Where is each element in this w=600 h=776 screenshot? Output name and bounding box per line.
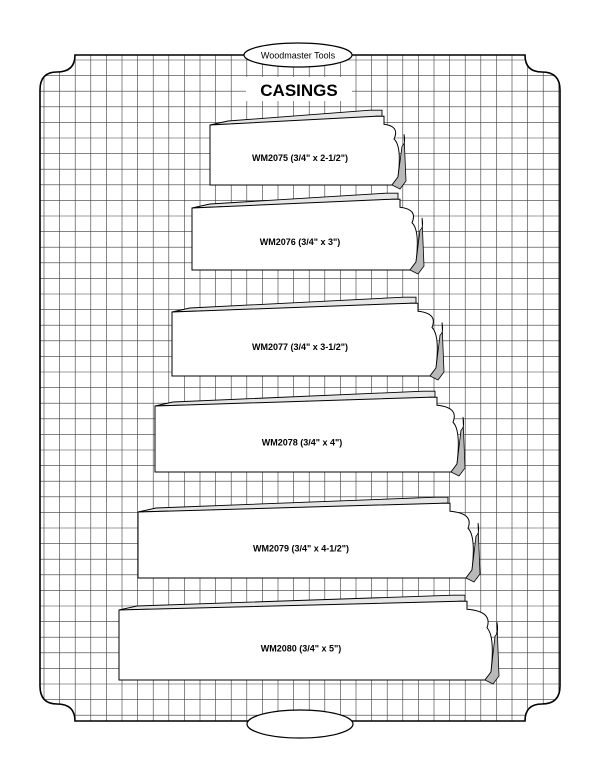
casing-label: WM2076 (3/4" x 3")	[259, 237, 341, 248]
casing-front-face	[155, 397, 458, 472]
casing-front-face	[138, 503, 473, 578]
casing-front-face	[172, 303, 437, 376]
casing-label: WM2080 (3/4" x 5")	[260, 643, 342, 654]
casing-front-face	[210, 116, 399, 185]
brand-name: Woodmaster Tools	[260, 50, 336, 61]
page-title: CASINGS	[260, 81, 338, 100]
casing-wm2079	[138, 497, 480, 582]
casing-wm2077	[172, 297, 444, 380]
casing-label: WM2075 (3/4" x 2-1/2")	[251, 153, 349, 163]
casing-front-face	[192, 199, 417, 270]
bottom-oval	[247, 710, 353, 738]
casing-wm2075	[210, 110, 406, 189]
casing-label: WM2079 (3/4" x 4-1/2")	[252, 543, 350, 554]
casing-label: WM2077 (3/4" x 3-1/2")	[251, 342, 349, 353]
casing-label: WM2078 (3/4" x 4")	[261, 437, 343, 448]
brand-badge	[244, 43, 352, 67]
title-block	[246, 77, 352, 101]
casing-wm2078	[155, 391, 465, 476]
casing-wm2076	[192, 193, 424, 274]
casing-front-face	[119, 601, 492, 680]
casing-wm2080	[119, 595, 499, 684]
